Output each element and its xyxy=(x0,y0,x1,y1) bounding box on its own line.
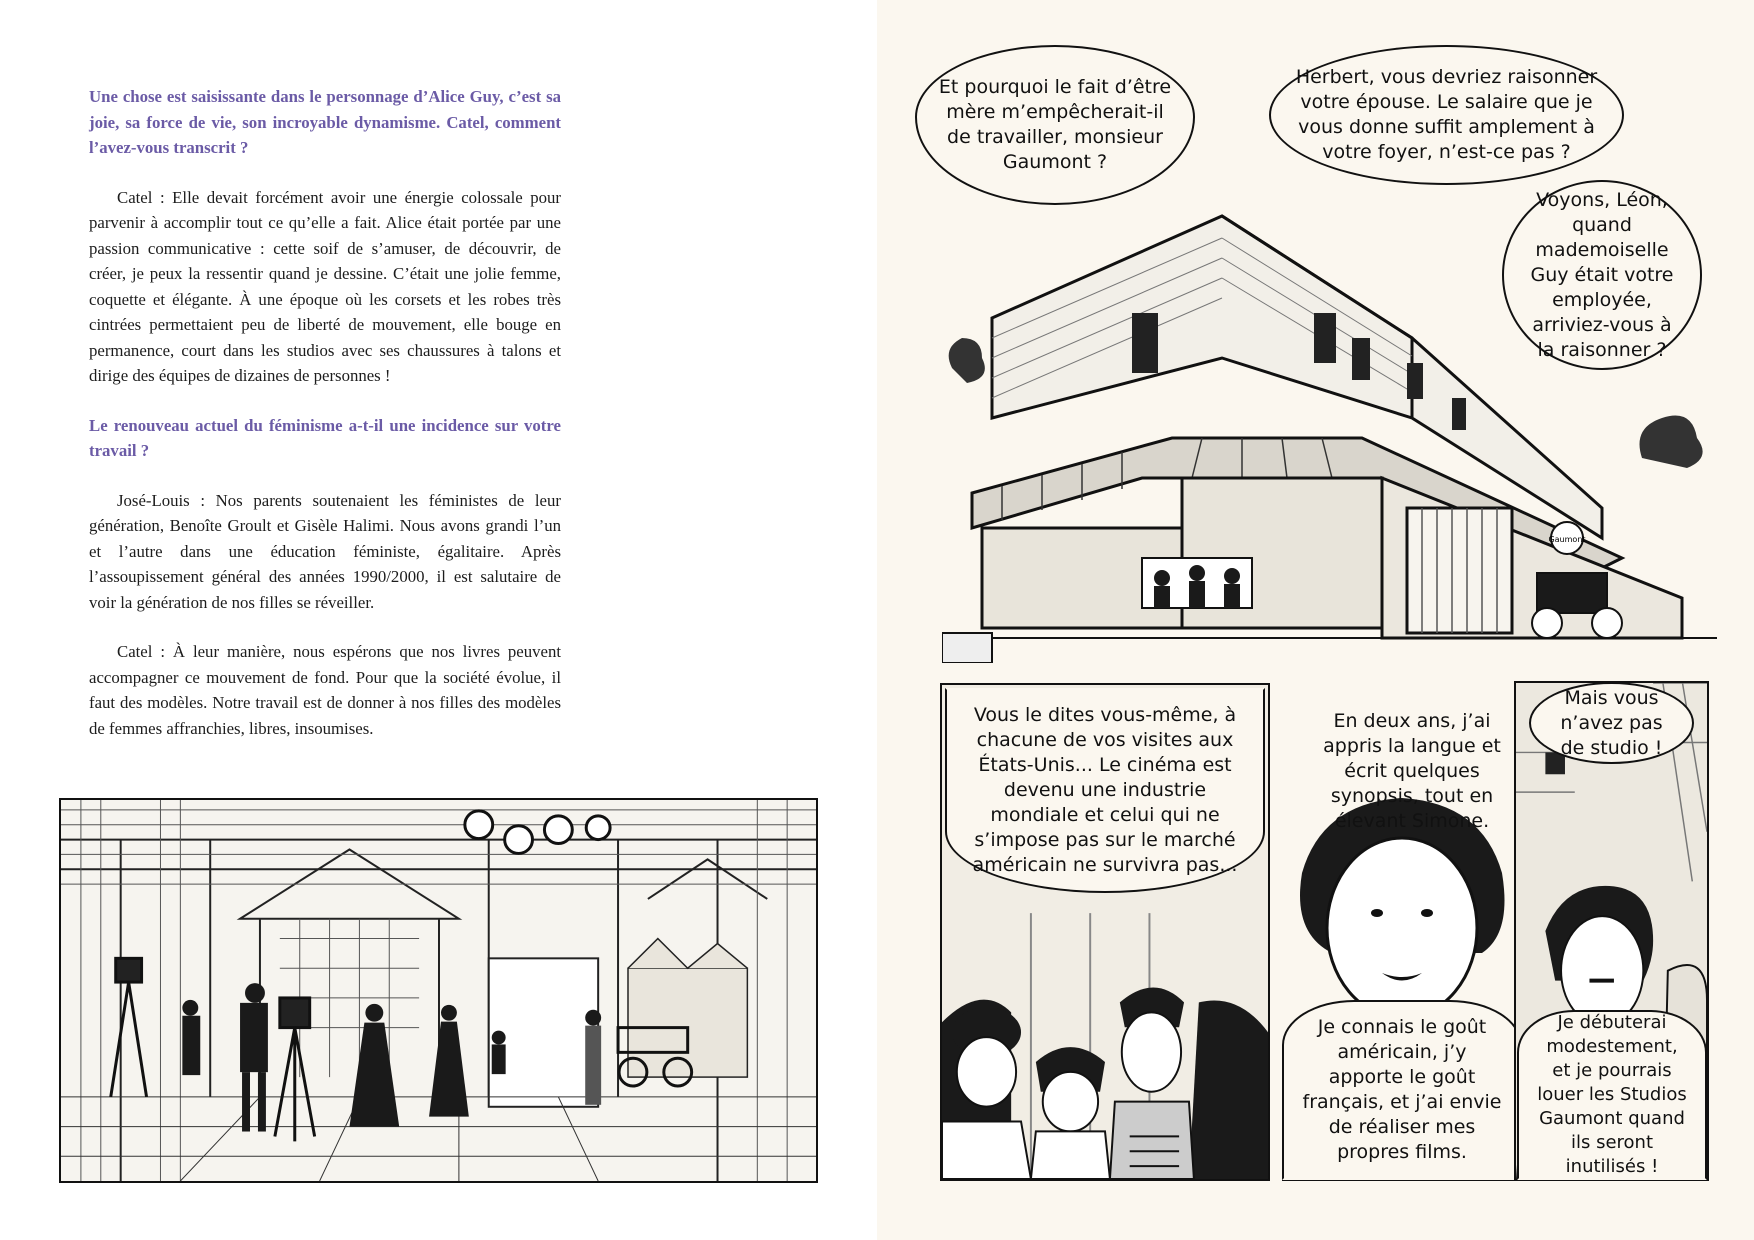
right-page xyxy=(877,0,1754,1240)
interview-text xyxy=(89,84,561,765)
studio-illustration xyxy=(59,798,818,1183)
answer-1-speaker: Catel : xyxy=(117,187,165,207)
speech-bubble-films xyxy=(1282,1000,1522,1180)
answer-1-text: Elle devait forcément avoir une énergie colossale pour parvenir à accomplir tout ce qu’elle a fait. Alice était portée par une passion communicative : cette soif de s’amuser, de découvrir, de créer, je peux la ressentir quand je dessine. C’était une jolie femme, coquette et élégante. À une époque où les corsets et les robes très cintrées permettaient peu de liberté de mouvement, elle bouge en permanence, court dans les studios avec ses chaussures à talons et dirige des équipes de dizaines de personnes ! xyxy=(89,187,562,385)
speech-bubble-english-text: En deux ans, j’ai appris la langue et écrit quelques synopsis, tout en élevant Simone. xyxy=(1323,709,1501,832)
speech-bubble-no-studio-text: Mais vous n’avez pas de studio ! xyxy=(1560,686,1663,759)
answer-3-speaker: Catel : xyxy=(117,642,165,661)
speech-bubble-industry-text: Vous le dites vous-même, à chacune de vos visites aux États-Unis... Le cinéma est devenu une industrie mondiale et celui qui ne s’impose pas sur le marché américain ne survivra pas... xyxy=(972,704,1238,876)
answer-3-text: À leur manière, nous espérons que nos livres peuvent accompagner ce mouvement de fond. Pour que la société évolue, il faut des modèles. Notre travail est de donner à nos filles des modèles de femmes affranchies, libres, insoumises. xyxy=(89,642,562,738)
speech-bubble-rent-studios-text: Je débuterai modestement, et je pourrais louer les Studios Gaumont quand ils seront inutilisés ! xyxy=(1537,1012,1687,1177)
answer-2 xyxy=(89,488,561,616)
answer-2-text: Nos parents soutenaient les féministes de leur génération, Benoîte Groult et Gisèle Halimi. Nous avons grandi l’un et l’autre dans une éducation féministe, égalitaire. Après l’assoupissement général des années 1990/2000, il est salutaire de voir la génération de nos filles se réveiller. xyxy=(89,490,561,612)
speech-bubble-mother-text: Et pourquoi le fait d’être mère m’empêcherait-il de travailler, monsieur Gaumont ? xyxy=(938,76,1172,173)
answer-3 xyxy=(89,639,561,741)
speech-bubble-industry xyxy=(945,688,1265,893)
speech-bubble-gaumont-text: Herbert, vous devriez raisonner votre épouse. Le salaire que je vous donne suffit amplement à votre foyer, n’est-ce pas ? xyxy=(1295,66,1598,163)
speech-bubble-no-studio xyxy=(1529,682,1694,764)
answer-1 xyxy=(89,185,561,389)
speech-bubble-films-text: Je connais le goût américain, j’y apporte le goût français, et j’ai envie de réaliser mes propres films. xyxy=(1302,1016,1502,1163)
answer-2-speaker: José-Louis : xyxy=(117,490,206,510)
gaumont-sign: Gaumont xyxy=(1548,535,1586,544)
speech-bubble-gaumont xyxy=(1269,45,1624,185)
speech-bubble-herbert xyxy=(1502,180,1702,370)
speech-bubble-rent-studios xyxy=(1517,1010,1707,1180)
question-2: Le renouveau actuel du féminisme a-t-il une incidence sur votre travail ? xyxy=(89,415,561,460)
speech-bubble-herbert-text: Voyons, Léon, quand mademoiselle Guy était votre employée, arriviez-vous à la raisonner ? xyxy=(1530,188,1674,361)
question-1: Une chose est saisissante dans le personnage d’Alice Guy, c’est sa joie, sa force de vie, son incroyable dynamisme. Catel, comment l’avez-vous transcrit ? xyxy=(89,87,561,157)
studio-drawing xyxy=(61,800,816,1181)
speech-bubble-english xyxy=(1297,686,1527,856)
